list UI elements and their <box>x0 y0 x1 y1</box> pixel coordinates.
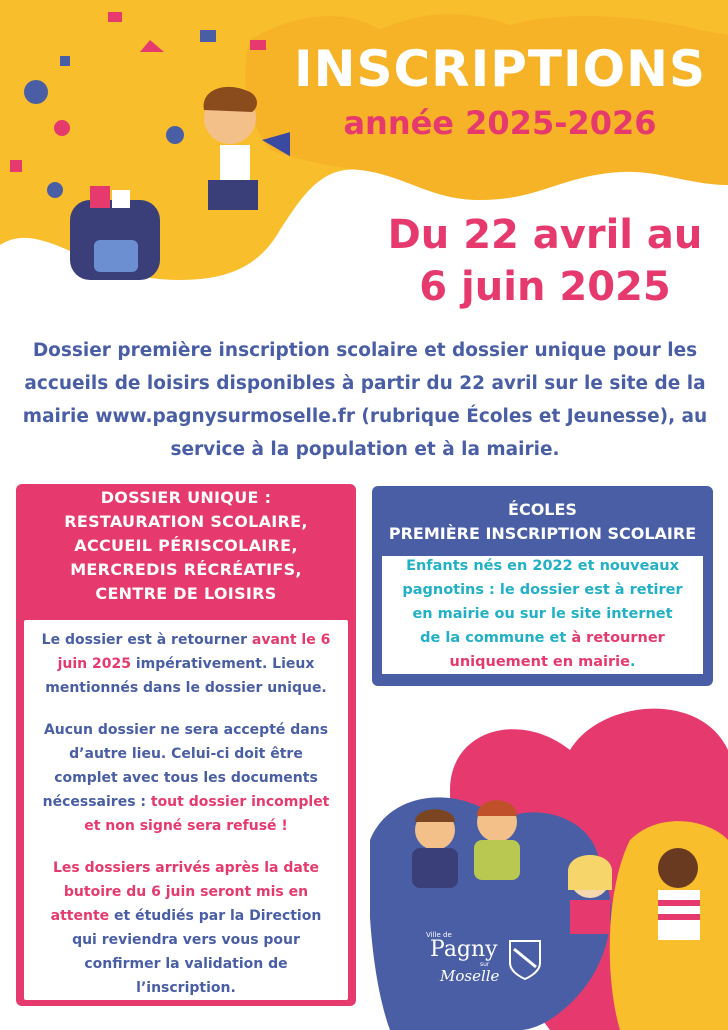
ecoles-heading <box>372 498 713 546</box>
page-title: INSCRIPTIONS <box>294 40 706 98</box>
text-line: pagnotins : le dossier est à retirer <box>402 582 683 598</box>
text-line: Le dossier est à retourner avant le 6 <box>41 632 331 648</box>
heading-line: DOSSIER UNIQUE : <box>100 488 272 507</box>
logo-ville-de: Ville de <box>426 931 452 939</box>
text-line: uniquement en mairie. <box>449 654 636 670</box>
text-line: complet avec tous les documents <box>54 770 318 786</box>
text-line: l’inscription. <box>136 980 236 996</box>
text-line: qui reviendra vers vous pour <box>72 932 300 948</box>
dossier-unique-heading <box>16 486 356 606</box>
heading-line: ACCUEIL PÉRISCOLAIRE, <box>74 536 298 555</box>
text-line: mentionnés dans le dossier unique. <box>45 680 327 696</box>
dates-line-1: Du 22 avril au <box>387 212 703 258</box>
text-line: juin 2025 impérativement. Lieux <box>57 656 315 672</box>
heading-line: PREMIÈRE INSCRIPTION SCOLAIRE <box>388 524 697 543</box>
text-line: confirmer la validation de <box>84 956 288 972</box>
text-line: d’autre lieu. Celui-ci doit être <box>69 746 303 762</box>
heading-line: MERCREDIS RÉCRÉATIFS, <box>70 560 302 579</box>
school-supplies-illustration <box>0 0 290 290</box>
page-subtitle: année 2025-2026 <box>343 104 657 142</box>
text-line: en mairie ou sur le site internet <box>412 606 673 622</box>
intro-paragraph: Dossier première inscription scolaire et dossier unique pour les accueils de loisirs disponibles à partir du 22 avril sur le site de la mairie www.pagnysurmoselle.fr (rubrique Écoles et Jeunesse), au service à la population et à la mairie. <box>22 340 708 460</box>
logo-sur: sur <box>480 961 490 968</box>
heading-line: ÉCOLES <box>508 500 577 519</box>
text-line: attente et étudiés par la Direction <box>50 908 322 924</box>
text-line: Les dossiers arrivés après la date <box>52 860 320 876</box>
heading-line: CENTRE DE LOISIRS <box>95 584 277 603</box>
text-line: Enfants nés en 2022 et nouveaux <box>406 558 679 574</box>
heading-line: RESTAURATION SCOLAIRE, <box>64 512 308 531</box>
coat-of-arms-icon <box>508 939 542 981</box>
text-line: Aucun dossier ne sera accepté dans <box>43 722 329 738</box>
pagny-logo <box>420 931 542 995</box>
dates-line-2: 6 juin 2025 <box>419 264 671 310</box>
logo-pagny: Pagny <box>430 937 498 962</box>
text-line: et non signé sera refusé ! <box>84 818 288 834</box>
text-line: de la commune et à retourner <box>420 630 665 646</box>
text-line: nécessaires : tout dossier incomplet <box>42 794 330 810</box>
logo-moselle: Moselle <box>440 967 500 985</box>
ecoles-text <box>382 554 703 674</box>
text-line: butoire du 6 juin seront mis en <box>63 884 309 900</box>
